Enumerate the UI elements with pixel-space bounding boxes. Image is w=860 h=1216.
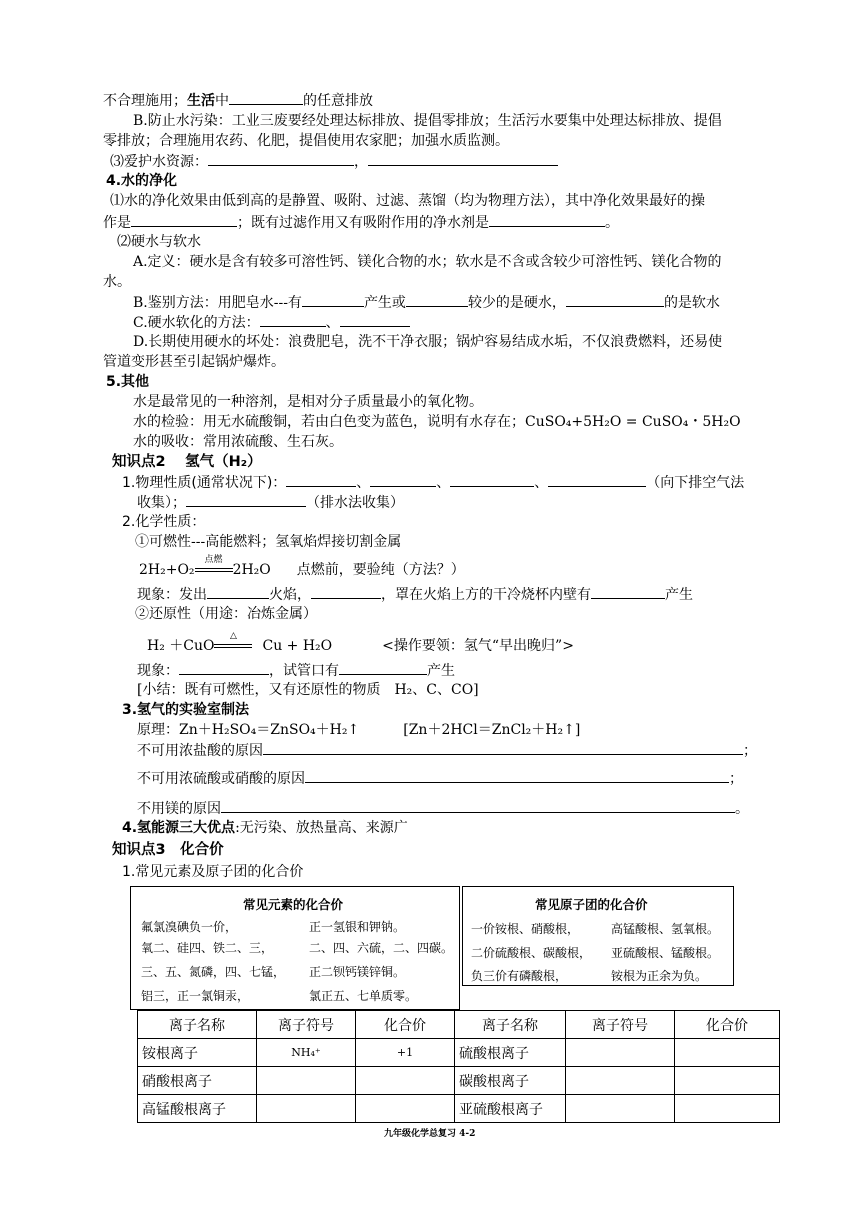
table-cell[interactable]: NH₄⁺ xyxy=(257,1039,356,1067)
line-pollution-source: 不合理施用；生活中 的任意排放 xyxy=(103,90,373,111)
purify-line-1: ⑴水的净化效果由低到高的是静置、吸附、过滤、蒸馏（均为物理方法），其中净化效果最好的操 xyxy=(110,193,705,209)
table-cell[interactable] xyxy=(566,1039,675,1067)
valence-title: 知识点3 化合价 xyxy=(112,842,224,858)
protect-water-line: ⑶爱护水资源： ， xyxy=(110,151,558,172)
rhyme-line: 氟氯溴碘负一价， xyxy=(141,920,238,934)
table-header: 化合价 xyxy=(356,1011,455,1039)
rhyme-line: 二、四、六硫，二、四碳。 xyxy=(309,941,454,955)
rhyme-line: 正二钡钙镁锌铜。 xyxy=(309,965,406,979)
h2-chem-title: 2.化学性质： xyxy=(122,514,206,530)
page-footer: 九年级化学总复习 4-2 xyxy=(384,1129,476,1139)
blank[interactable] xyxy=(131,212,237,227)
blank[interactable] xyxy=(340,312,410,327)
rhyme-line: 正一氢银和钾钠。 xyxy=(309,920,406,934)
rhyme-line: 负三价有磷酸根， xyxy=(471,969,568,983)
h2-physical: 1.物理性质(通常状况下)： 、 、 、 （向下排空气法 xyxy=(122,472,744,493)
blank[interactable] xyxy=(207,584,269,599)
h2-phenomenon-2: 现象： ，试管口有 产生 xyxy=(137,660,455,681)
blank[interactable] xyxy=(221,798,735,813)
radical-valence-caption: 常见原子团的化合价 xyxy=(535,897,648,912)
blank[interactable] xyxy=(260,312,326,327)
blank[interactable] xyxy=(339,660,427,675)
element-valence-caption: 常见元素的化合价 xyxy=(243,897,344,912)
other-title: 5.其他 xyxy=(106,374,150,390)
prevention-line-2: 零排放；合理施用农药、化肥，提倡使用农家肥；加强水质监测。 xyxy=(103,133,509,149)
blank[interactable] xyxy=(179,660,269,675)
rhyme-line: 二价硫酸根、碳酸根， xyxy=(471,946,592,960)
table-cell[interactable] xyxy=(257,1095,356,1123)
table-cell[interactable] xyxy=(356,1095,455,1123)
hard-identify: B.鉴别方法：用肥皂水---有 产生或 较少的是硬水， 的是软水 xyxy=(133,292,720,313)
other-line-2: 水的检验：用无水硫酸铜，若由白色变为蓝色，说明有水存在；CuSO₄+5H₂O = CuSO₄・5H₂O xyxy=(133,414,741,430)
hard-def-2: 水。 xyxy=(103,274,131,290)
h2-equation-reduction: H₂ ＋CuO △ Cu + H₂O <操作要领：氢气“早出晚归”> xyxy=(147,631,574,654)
table-row xyxy=(138,1095,780,1123)
hard-water-title: ⑵硬水与软水 xyxy=(117,234,201,250)
hard-soften: C.硬水软化的方法： 、 xyxy=(133,312,410,333)
table-header: 离子名称 xyxy=(455,1011,566,1039)
table-header: 离子符号 xyxy=(257,1011,356,1039)
blank[interactable] xyxy=(286,472,356,487)
blank[interactable] xyxy=(370,472,436,487)
blank[interactable] xyxy=(311,584,381,599)
table-cell[interactable] xyxy=(566,1067,675,1095)
table-row xyxy=(138,1067,780,1095)
rhyme-line: 铝三，正一氯铜汞， xyxy=(141,989,250,1003)
h2-principle: 原理：Zn＋H₂SO₄＝ZnSO₄＋H₂↑ [Zn＋2HCl＝ZnCl₂＋H₂↑] xyxy=(137,722,581,738)
h2-physical-2: 收集）； （排水法收集） xyxy=(137,492,404,513)
other-line-3: 水的吸收：常用浓硫酸、生石灰。 xyxy=(133,434,343,450)
blank[interactable] xyxy=(208,151,354,166)
table-cell[interactable] xyxy=(356,1067,455,1095)
table-cell: 亚硫酸根离子 xyxy=(455,1095,566,1123)
blank[interactable] xyxy=(566,292,664,307)
hard-harm-1: D.长期使用硬水的坏处：浪费肥皂，洗不干净衣服；锅炉容易结成水垢，不仅浪费燃料，还易使 xyxy=(133,334,723,350)
h2-summary: [小结：既有可燃性，又有还原性的物质 H₂、C、CO] xyxy=(137,682,479,698)
other-line-1: 水是最常见的一种溶剂，是相对分子质量最小的氧化物。 xyxy=(133,394,483,410)
prevention-line-1: B.防止水污染：工业三废要经处理达标排放、提倡零排放；生活污水要集中处理达标排放、提倡 xyxy=(133,113,722,129)
table-cell: 碳酸根离子 xyxy=(455,1067,566,1095)
blank[interactable] xyxy=(229,90,303,105)
element-valence-box xyxy=(130,886,460,1010)
table-cell: 铵根离子 xyxy=(138,1039,257,1067)
rhyme-line: 一价铵根、硝酸根， xyxy=(471,922,580,936)
blank[interactable] xyxy=(489,212,605,227)
table-cell: 硝酸根离子 xyxy=(138,1067,257,1095)
h2-question-1: 不可用浓盐酸的原因 ； xyxy=(137,740,757,761)
blank[interactable] xyxy=(368,151,558,166)
table-header-row xyxy=(138,1011,780,1039)
table-cell[interactable] xyxy=(257,1067,356,1095)
table-cell: 高锰酸根离子 xyxy=(138,1095,257,1123)
purify-title: 4.水的净化 xyxy=(106,173,178,189)
blank[interactable] xyxy=(548,472,646,487)
table-header: 化合价 xyxy=(675,1011,780,1039)
table-cell[interactable]: +1 xyxy=(356,1039,455,1067)
h2-combustibility: ①可燃性---高能燃料；氢氧焰焊接切割金属 xyxy=(135,534,402,550)
table-header: 离子名称 xyxy=(138,1011,257,1039)
blank[interactable] xyxy=(302,292,364,307)
h2-phenomenon-1: 现象：发出 火焰， ，罩在火焰上方的干冷烧杯内壁有 产生 xyxy=(137,584,693,605)
h2-equation-combustion: 2H₂+O₂ 点燃 2H₂O 点燃前，要验纯（方法？） xyxy=(139,555,465,578)
rhyme-line: 氯正五、七单质零。 xyxy=(309,989,418,1003)
hard-def-1: A.定义：硬水是含有较多可溶性钙、镁化合物的水；软水是不含或含较少可溶性钙、镁化合物的 xyxy=(133,254,722,270)
table-header: 离子符号 xyxy=(566,1011,675,1039)
purify-line-2: 作是 ；既有过滤作用又有吸附作用的净水剂是 。 xyxy=(103,212,619,233)
h2-advantages: 4.氢能源三大优点:无污染、放热量高、来源广 xyxy=(122,820,408,836)
blank[interactable] xyxy=(406,292,468,307)
blank[interactable] xyxy=(450,472,534,487)
table-cell[interactable] xyxy=(675,1039,780,1067)
h2-reducibility: ②还原性（用途：冶炼金属） xyxy=(135,606,317,622)
table-cell: 硫酸根离子 xyxy=(455,1039,566,1067)
hard-harm-2: 管道变形甚至引起锅炉爆炸。 xyxy=(103,354,285,370)
h2-question-3: 不用镁的原因 。 xyxy=(137,798,749,819)
table-row xyxy=(138,1039,780,1067)
blank[interactable] xyxy=(305,768,729,783)
table-cell[interactable] xyxy=(675,1095,780,1123)
rhyme-line: 氧二、硅四、铁二、三， xyxy=(141,941,274,955)
h2-question-2: 不可用浓硫酸或硝酸的原因 ； xyxy=(137,768,743,789)
valence-subtitle: 1.常见元素及原子团的化合价 xyxy=(122,864,304,880)
rhyme-line: 亚硫酸根、锰酸根。 xyxy=(611,946,720,960)
table-cell[interactable] xyxy=(675,1067,780,1095)
h2-lab-title: 3.氢气的实验室制法 xyxy=(122,702,250,718)
radical-valence-box xyxy=(462,886,734,986)
blank[interactable] xyxy=(263,740,743,755)
rhyme-line: 三、五、氮磷，四、七锰， xyxy=(141,965,286,979)
h2-title: 知识点2 氢气（H₂） xyxy=(112,454,262,470)
rhyme-line: 高锰酸根、氢氧根。 xyxy=(611,922,720,936)
blank[interactable] xyxy=(591,584,665,599)
ion-valence-table xyxy=(137,1010,780,1123)
table-cell[interactable] xyxy=(566,1095,675,1123)
blank[interactable] xyxy=(186,492,306,507)
rhyme-line: 铵根为正余为负。 xyxy=(611,969,708,983)
